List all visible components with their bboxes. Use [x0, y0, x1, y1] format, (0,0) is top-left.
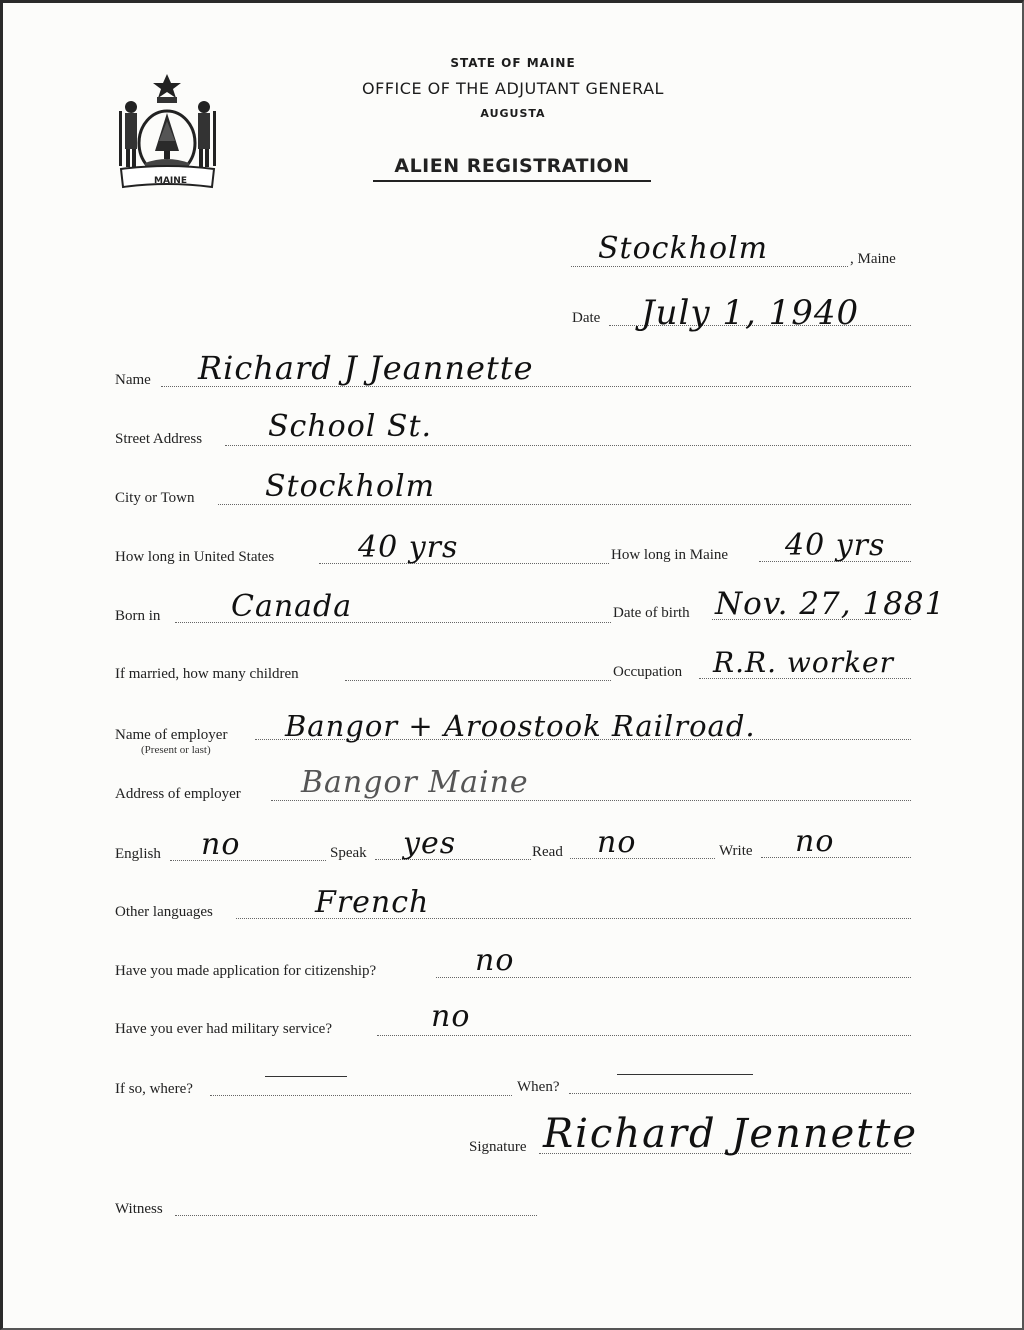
office-heading: OFFICE OF THE ADJUTANT GENERAL	[362, 79, 664, 98]
date-of-birth-label: Date of birth	[613, 605, 690, 621]
children-line	[345, 680, 611, 681]
where-dash	[265, 1076, 347, 1077]
military-line	[377, 1035, 911, 1036]
page-title: ALIEN REGISTRATION	[373, 155, 651, 182]
other-languages-label: Other languages	[115, 904, 213, 920]
speak-label: Speak	[330, 845, 367, 861]
town-line	[571, 266, 848, 267]
write-line	[761, 857, 911, 858]
street-label: Street Address	[115, 431, 203, 447]
employer-address-line	[271, 800, 911, 801]
date-label: Date	[572, 310, 601, 326]
military-value: no	[431, 999, 471, 1034]
when-dash	[617, 1074, 753, 1075]
maine-label: , Maine	[850, 251, 896, 267]
city-heading: AUGUSTA	[480, 107, 546, 120]
military-label: Have you ever had military service?	[115, 1021, 332, 1037]
occupation-value: R.R. worker	[713, 646, 894, 679]
citizenship-label: Have you made application for citizenship?	[115, 963, 377, 979]
born-in-value: Canada	[231, 589, 353, 624]
how-long-us-label: How long in United States	[115, 549, 275, 565]
english-value: no	[201, 827, 241, 862]
state-heading: STATE OF MAINE	[450, 56, 576, 70]
employer-note: (Present or last)	[141, 744, 211, 756]
witness-label: Witness	[115, 1201, 163, 1217]
occupation-label: Occupation	[613, 664, 683, 680]
street-value: School St.	[268, 409, 433, 444]
date-value: July 1, 1940	[641, 293, 860, 333]
employer-address-value: Bangor Maine	[301, 765, 529, 800]
write-label: Write	[719, 843, 753, 859]
read-value: no	[597, 825, 637, 860]
when-label: When?	[517, 1079, 560, 1095]
city-line	[218, 504, 911, 505]
witness-line	[175, 1215, 537, 1216]
signature-label: Signature	[469, 1139, 527, 1155]
name-label: Name	[115, 372, 151, 388]
born-in-label: Born in	[115, 608, 161, 624]
city-value: Stockholm	[265, 469, 436, 504]
when-line	[569, 1093, 911, 1094]
where-line	[210, 1095, 512, 1096]
employer-address-label: Address of employer	[115, 786, 241, 802]
street-line	[225, 445, 911, 446]
date-of-birth-value: Nov. 27, 1881	[715, 586, 946, 622]
english-label: English	[115, 846, 161, 862]
seal-banner-text: MAINE	[154, 176, 187, 186]
speak-value: yes	[403, 826, 457, 861]
signature-value: Richard Jennette	[543, 1111, 919, 1157]
employer-label: Name of employer	[115, 727, 228, 743]
citizenship-value: no	[475, 943, 515, 978]
employer-value: Bangor + Aroostook Railroad.	[285, 709, 756, 743]
how-long-us-value: 40 yrs	[358, 530, 459, 565]
other-languages-value: French	[315, 885, 430, 920]
write-value: no	[795, 824, 835, 859]
read-label: Read	[532, 844, 563, 860]
city-label: City or Town	[115, 490, 195, 506]
town-value: Stockholm	[598, 231, 769, 266]
read-line	[570, 858, 715, 859]
name-value: Richard J Jeannette	[198, 349, 534, 387]
how-long-maine-value: 40 yrs	[785, 528, 886, 563]
children-label: If married, how many children	[115, 666, 299, 682]
english-line	[170, 860, 326, 861]
how-long-maine-label: How long in Maine	[611, 547, 729, 563]
where-label: If so, where?	[115, 1081, 193, 1097]
